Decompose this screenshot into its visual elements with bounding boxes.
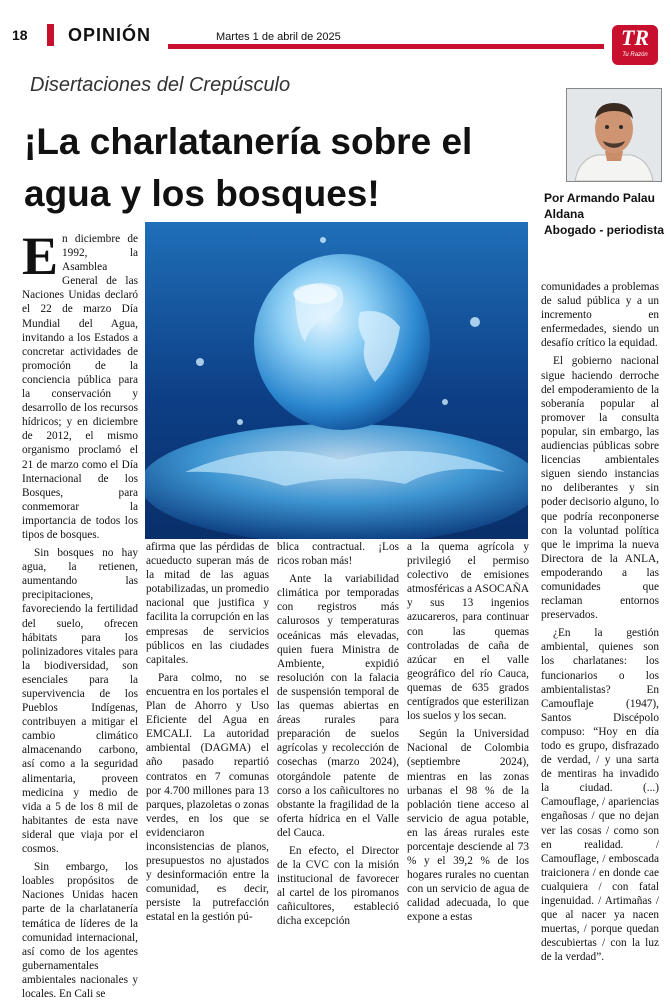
paragraph: Sin embargo, los loables propósitos de Naciones Unidas hacen parte de la charlatanería temática de líderes de la comunidad internacional, así como de los agentes gubernamentales ambientales nacionales y locales. En Cali se (22, 861, 138, 1000)
paragraph: En efecto, el Director de la CVC con la misión institucional de favorecer al cartel de los piromanos cañicultores, estableció dicha excepción (277, 844, 399, 928)
paragraph: Para colmo, no se encuentra en los portales el Plan de Ahorro y Uso Eficiente del Agua en EMCALI. La autoridad ambiental (DAGMA) el año pasado repartió contratos en 7 comunas por 4.700 millones para 13 parques, plazoletas o zonas verdes, en los que se evidenciaron inconsistencias de planos, presupuestos no ajustados y desinformación entre la comunidad, es decir, persiste la putrefacción estatal en la gestión pú- (146, 671, 269, 924)
article-column-3 (277, 540, 399, 933)
column-series-title: Disertaciones del Crepúsculo (30, 74, 291, 96)
paragraph: Sin bosques no hay agua, la retienen, aumentando las precipitaciones, favoreciendo la fertilidad del suelo, ofrecen hábitats para los polinizadores vitales para la biodiversidad, son esenciales para la supervivencia de los Pueblos Indígenas, contribuyen a mitigar el cambio climático almacenando carbono, así como a la seguridad alimentaria, proveen medicina y medio de vida a 5 de los 8 mil de habitantes de esta nave sideral que viaja por el cosmos. (22, 547, 138, 856)
header-rule (168, 44, 604, 49)
page-number: 18 (12, 27, 28, 43)
logo-monogram: TR (620, 25, 650, 50)
section-title: OPINIÓN (68, 25, 152, 45)
author-role: Abogado - periodista (544, 223, 664, 237)
paragraph: Ante la variabilidad climática por temporadas con registros más calurosos y temperaturas oceánicas más elevadas, quien fuera Ministra de Ambiente, expidió resolución con la falacia de suspensión temporal de las quemas abiertas en áreas rurales para preparación de suelos agrícolas y recolección de cosechas (marzo 2024), otorgándole patente de corso a los cañicultores no obstante la fragilidad de la oferta hídrica en el Valle del Cauca. (277, 573, 399, 839)
paragraph: En diciembre de 1992, la Asamblea General de las Naciones Unidas declaró el 22 de marzo Día Mundial del Agua, invitando a los Estados a concretar actividades de promoción de la conciencia pública para la conservación y desarrollo de los recursos hídricos; y en diciembre de 2012, el mismo organismo proclamó el 21 de marzo como el Día Internacional de los Bosques, para conmemorar la importancia de todos los tipos de bosques. (22, 226, 138, 541)
paragraph: comunidades a problemas de salud pública y a un incremento en enfermedades, siendo un desafío crítico la equidad. (541, 281, 659, 350)
paragraph: ¿En la gestión ambiental, quienes son los charlatanes: los funcionarios o los ambientalistas? En Camouflaje (1947), Santos Discépolo compuso: “Hoy en día todo es grupo, disfrazado de verdad, / y una sarta de mentiras ha invadido la ciudad. (...) Camouflage, / apariencias engañosas / que no dejan ver las cosas / como son en realidad. / Camouflage, / emboscada traicionera / en donde cae cualquiera / con fatal ingenuidad. / Artimañas / que al nacer ya nacen muertas, / porque quedan descubiertas / con la luz de la verdad”. (541, 627, 659, 964)
section-marker (47, 24, 54, 46)
paragraph: El gobierno nacional sigue haciendo derroche del empoderamiento de la soberanía popular al promover la consulta popular, sin embargo, las audiencias públicas sobre licencias ambientales siguen siendo instancias no deliberantes y sin poder decisorio alguno, lo que podría reconponerse con la voluntad política que le imprima la nueva Directora de la ANLA, empoderando a las comunidades que reclaman entornos preservados. (541, 355, 659, 622)
paragraph: a la quema agrícola y privilegió el permiso colectivo de emisiones atmosféricas a ASOCAÑA y sus 13 ingenios azucareros, para continuar con las quemas controladas de caña de azúcar en el valle geográfico del río Cauca, quemas de 635 grados centígrados que esterilizan los suelos y los secan. (407, 541, 529, 723)
issue-date: Martes 1 de abril de 2025 (216, 31, 341, 43)
article-column-4 (407, 540, 529, 929)
article-column-2 (146, 540, 269, 929)
logo-tagline: Tu Razón (622, 52, 648, 58)
paragraph: blica contractual. ¡Los ricos roban más! (277, 541, 399, 568)
paragraph: Según la Universidad Nacional de Colombia (septiembre 2024), mientras en las zonas urbanas el 98 % de la población tiene acceso al servicio de agua potable, en las áreas rurales este porcentaje desciende al 73 % y el 39,2 % de los hogares rurales no cuentan con un servicio de agua de calidad adecuada, lo que expone a estas (407, 728, 529, 924)
newspaper-logo (612, 25, 658, 65)
paragraph: afirma que las pérdidas de acueducto superan más de la mitad de las aguas potabilizadas, un promedio nacional que justifica y facilita la corrupción en las empresas de servicios públicos en las ciudades capitales. (146, 541, 269, 666)
article-column-5 (541, 280, 659, 969)
author-byline (544, 190, 664, 238)
drop-cap: E (22, 226, 59, 286)
article-headline: ¡La charlatanería sobre el agua y los bosques! (24, 121, 473, 214)
author-photo (566, 88, 662, 182)
author-name: Por Armando Palau Aldana (544, 191, 655, 221)
article-column-1 (22, 226, 138, 1005)
water-globe-image (145, 222, 528, 539)
